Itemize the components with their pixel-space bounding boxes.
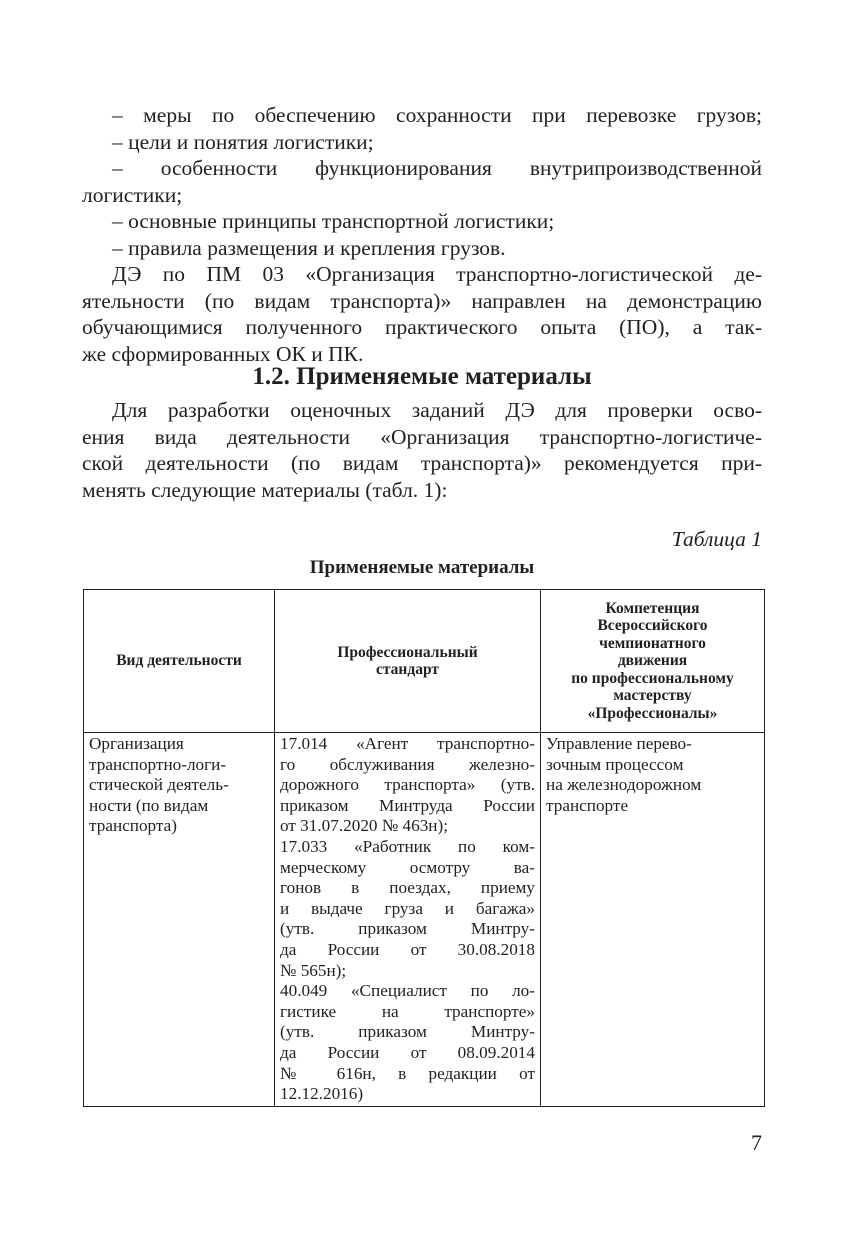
table-number: Таблица 1 — [671, 527, 762, 551]
text-line: «Профессионалы» — [587, 704, 718, 722]
text-line: логистики; — [82, 182, 183, 207]
table-header-row — [84, 590, 765, 733]
text-line: 40.049 «Специалист по ло- — [280, 981, 535, 1001]
text-line: (утв. приказом Минтру- — [280, 919, 535, 939]
text-line: транспорте — [546, 795, 629, 815]
text-line: (утв. приказом Минтру- — [280, 1022, 535, 1042]
text-line: движения — [617, 652, 688, 670]
text-line: Для разработки оценочных заданий ДЭ для проверки осво- — [112, 398, 762, 422]
text-line: ДЭ по ПМ 03 «Организация транспортно-логистической де- — [112, 262, 762, 286]
text-line: – основные принципы транспортной логистики; — [112, 209, 555, 233]
text-line: гистике на транспорте» — [280, 1001, 535, 1021]
text-line: Профессиональный — [337, 643, 478, 661]
table-row — [84, 733, 765, 1107]
text-line: по профессиональному — [571, 669, 734, 687]
cell-competence — [541, 733, 765, 1107]
text-line: 12.12.2016) — [280, 1084, 364, 1104]
text-line: ятельности (по видам транспорта)» направлен на демонстрацию — [82, 288, 762, 313]
text-line: мерческому осмотру ва- — [280, 857, 535, 877]
text-line: № 565н); — [280, 960, 347, 980]
page-number: 7 — [751, 1130, 762, 1155]
header-competence — [541, 590, 765, 733]
text-line: гонов в поездах, приему — [280, 878, 535, 898]
paragraph-1 — [82, 261, 762, 367]
text-line: го обслуживания железно- — [280, 754, 535, 774]
text-line: транспорта) — [89, 816, 178, 836]
text-line: обучающимися полученного практического опыта (ПО), а так- — [82, 315, 762, 339]
text-line: 17.033 «Работник по ком- — [280, 836, 535, 856]
text-line: зочным процессом — [546, 754, 684, 774]
text-line: стандарт — [376, 661, 439, 678]
text-line: № 616н, в редакции от — [280, 1063, 535, 1083]
text-line: ской деятельности (по видам транспорта)» рекомендуется при- — [82, 451, 762, 475]
paragraph-2 — [82, 397, 762, 503]
text-line: Управление перево- — [546, 734, 692, 753]
text-line: ности (по видам — [89, 795, 209, 815]
text-line: мастерству — [613, 687, 692, 705]
header-standard — [275, 590, 541, 733]
text-line: – цели и понятия логистики; — [112, 129, 374, 154]
text-line: – правила размещения и крепления грузов. — [112, 235, 506, 260]
text-line: Всероссийского — [597, 617, 708, 635]
text-line: Организация — [89, 734, 184, 753]
section-title: 1.2. Применяемые материалы — [252, 363, 592, 390]
text-line: и выдаче груза и багажа» — [280, 898, 535, 918]
cell-activity — [84, 733, 275, 1107]
text-line: от 31.07.2020 № 463н); — [280, 816, 448, 836]
text-line: да России от 30.08.2018 — [280, 939, 535, 959]
cell-standard — [275, 733, 541, 1107]
text-line: дорожного транспорта» (утв. — [280, 775, 535, 795]
text-line: – меры по обеспечению сохранности при перевозке грузов; — [112, 103, 762, 127]
text-line: Компетенция — [605, 599, 700, 617]
intro-list — [82, 102, 762, 261]
text-line: на железнодорожном — [546, 775, 702, 795]
text-line: да России от 08.09.2014 — [280, 1042, 535, 1062]
text-line: менять следующие материалы (табл. 1): — [82, 477, 448, 502]
text-line: же сформированных ОК и ПК. — [82, 341, 364, 366]
text-line: Вид деятельности — [116, 652, 242, 670]
text-line: 17.014 «Агент транспортно- — [280, 734, 535, 753]
text-line: ения вида деятельности «Организация транспортно-логистиче- — [82, 424, 762, 449]
text-line: чемпионатного — [599, 634, 706, 652]
header-activity — [84, 590, 275, 733]
text-line: приказом Минтруда России — [280, 795, 535, 815]
materials-table — [83, 589, 765, 1107]
table-caption: Применяемые материалы — [309, 557, 535, 578]
text-line: стической деятель- — [89, 775, 229, 795]
text-line: транспортно-логи- — [89, 754, 227, 774]
text-line: – особенности функционирования внутрипроизводственной — [112, 156, 762, 180]
